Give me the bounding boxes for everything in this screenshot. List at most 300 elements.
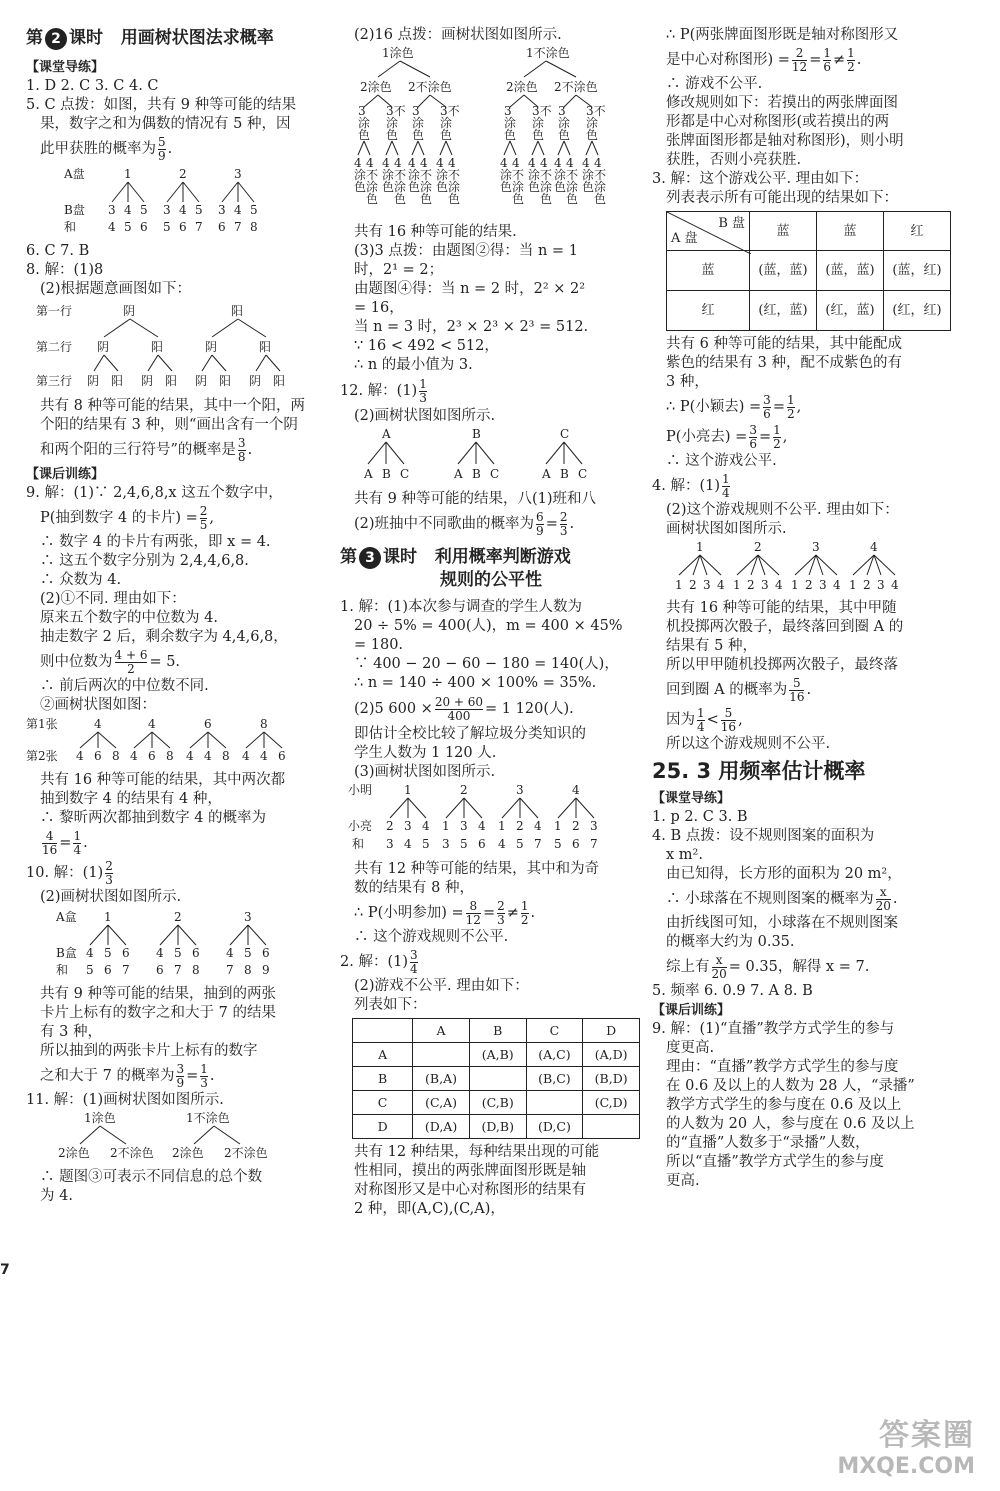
answer-line: (2)根据题意画图如下： bbox=[40, 281, 192, 297]
table-cell: 蓝 bbox=[750, 212, 817, 251]
denominator: 16 bbox=[789, 689, 805, 704]
answer-line: 由题图④得：当 n = 2 时，2² × 2² bbox=[354, 281, 586, 297]
tree-sum: 3 bbox=[442, 837, 450, 851]
denominator: 9 bbox=[158, 148, 166, 163]
tree-node: 阴 bbox=[195, 374, 208, 388]
answer-line: 共有 9 种等可能的结果，抽到的两张 bbox=[40, 986, 276, 1002]
tree-sum: 7 bbox=[534, 837, 542, 851]
answer-text: = 0.35，解得 x = 7. bbox=[728, 959, 870, 975]
answer-text: 此甲获胜的概率为 bbox=[40, 141, 156, 157]
table-cell bbox=[583, 1115, 640, 1139]
fraction bbox=[792, 47, 807, 74]
answer-line: 原来五个数字的中位数为 4. bbox=[40, 610, 218, 626]
tree-node: 3不 bbox=[532, 104, 552, 118]
answer-line: 共有 16 种等可能的结果，其中甲随 bbox=[666, 600, 897, 616]
denominator: 3 bbox=[497, 912, 505, 927]
answer-line: 是中心对称图形) = $\frac{2}{12}$ = $\frac{1}{6}$ ≠ $\frac{1}{2}$ . bbox=[666, 45, 862, 74]
tree-leaf: 3 bbox=[460, 819, 468, 833]
answer-line: ∴ 众数为 4. bbox=[40, 572, 122, 588]
tree-leaf: 色 bbox=[500, 180, 513, 194]
answer-line: 度更高. bbox=[666, 1040, 715, 1056]
table-cell: (A,D) bbox=[583, 1043, 640, 1067]
tree-sum: 7 bbox=[122, 963, 130, 977]
page-number: 7 bbox=[0, 1262, 10, 1278]
tree-leaf: B bbox=[472, 467, 481, 481]
tree-sums bbox=[386, 837, 598, 851]
tree-leaf: 不 bbox=[448, 168, 461, 182]
tree-leaf: B bbox=[382, 467, 391, 481]
tree-leaf: 1 bbox=[554, 819, 562, 833]
numerator: 2 bbox=[199, 503, 208, 518]
tree-leaf: 色 bbox=[394, 192, 407, 206]
tree-sum: 5 bbox=[554, 837, 562, 851]
answer-line bbox=[340, 693, 640, 725]
fraction bbox=[410, 949, 418, 976]
table-cell bbox=[526, 1091, 583, 1115]
tree-sum: 9 bbox=[262, 963, 270, 977]
denominator: 2 bbox=[847, 59, 855, 74]
answer-line: 所以这个游戏规则不公平. bbox=[666, 736, 831, 752]
numerator: 1 bbox=[773, 422, 781, 437]
tree-sum: 8 bbox=[192, 963, 200, 977]
lesson-header bbox=[340, 547, 640, 569]
tree-sum: 6 bbox=[179, 220, 187, 234]
table-cell bbox=[413, 1043, 470, 1067]
tree-leaf: 不 bbox=[540, 168, 553, 182]
tree-node: 2涂色 bbox=[360, 80, 392, 94]
tree-leaf: 不 bbox=[512, 168, 525, 182]
numerator: 5 bbox=[158, 134, 166, 149]
watermark-url: MXQE.COM bbox=[837, 1454, 975, 1479]
denominator: 6 bbox=[763, 406, 771, 421]
tree-leaf: 涂 bbox=[554, 168, 567, 182]
tree-leaf: 不 bbox=[594, 168, 607, 182]
tree-node: 涂 bbox=[358, 116, 371, 130]
answer-line: 教学方式学生的参与度在 0.6 及以上 bbox=[666, 1097, 902, 1113]
tree-node: 涂 bbox=[586, 116, 599, 130]
tree-leaf: 4 bbox=[775, 578, 783, 592]
answer-line: 4. B 点拨：设不规则图案的面积为 bbox=[652, 828, 875, 844]
table-cell: (C,D) bbox=[583, 1091, 640, 1115]
tree-node: 2涂色 bbox=[506, 80, 538, 94]
tree-sum: 5 bbox=[460, 837, 468, 851]
corner-label-a: A 盘 bbox=[671, 231, 698, 246]
fraction bbox=[200, 1063, 208, 1090]
table-row bbox=[353, 1067, 640, 1091]
tree-row-label: 第三行 bbox=[36, 374, 73, 388]
tree-leaf: 6 bbox=[278, 749, 286, 763]
tree-node: 3 bbox=[358, 104, 366, 118]
numerator: 1 bbox=[721, 471, 730, 486]
answer-line: 理由：“直播”教学方式学生的参与度 bbox=[666, 1059, 899, 1075]
tree-row-label: 小明 bbox=[348, 783, 373, 797]
answer-line: 共有 6 种等可能的结果，其中能配成 bbox=[666, 336, 902, 352]
answer-line: 共有 16 种等可能的结果. bbox=[354, 224, 517, 240]
tree-leaf: 4 bbox=[354, 156, 362, 170]
tree-node: 5 bbox=[174, 946, 182, 960]
watermark-logo-text: 答案圈 bbox=[879, 1418, 975, 1453]
fraction bbox=[876, 886, 891, 913]
answer-line: (2)16 点拨：画树状图如图所示. bbox=[354, 27, 562, 43]
tree-label: B盘 bbox=[64, 203, 85, 217]
fraction bbox=[176, 1063, 184, 1090]
tree-node: 3 bbox=[412, 104, 420, 118]
tree-leaf: A bbox=[364, 467, 373, 481]
tree-node: 阴 bbox=[97, 340, 110, 354]
answer-line: 6. C 7. B bbox=[26, 243, 90, 259]
tree-leaf: 1 bbox=[791, 578, 799, 592]
tree-sum: 4 bbox=[498, 837, 506, 851]
tree-node: 阳 bbox=[259, 340, 272, 354]
tree-row-label: 小亮 bbox=[348, 819, 373, 833]
tree-node: 4 bbox=[94, 717, 102, 731]
tree-node: 4 bbox=[870, 540, 878, 554]
fraction bbox=[763, 394, 771, 421]
tree-level-4 bbox=[354, 156, 606, 206]
answer-line: 由已知得，长方形的面积为 20 m²， bbox=[666, 866, 902, 882]
tree-node: 涂 bbox=[412, 116, 425, 130]
tree-leaf: 4 bbox=[566, 156, 574, 170]
tree-sum: 6 bbox=[140, 220, 148, 234]
tree-leaf: 4 bbox=[420, 156, 428, 170]
tree-node: 4 bbox=[179, 203, 187, 217]
numerator: 20 + 60 bbox=[434, 694, 484, 709]
tree-node: 阴 bbox=[123, 304, 136, 318]
fraction bbox=[721, 707, 736, 734]
tree-leaf: 色 bbox=[566, 192, 579, 206]
lesson-title-line2: 规则的公平性 bbox=[440, 570, 542, 590]
tree-node: 涂 bbox=[504, 116, 517, 130]
tree-leaf: 色 bbox=[554, 180, 567, 194]
denominator: 3 bbox=[200, 1075, 208, 1090]
numerator: 1 bbox=[823, 45, 831, 60]
tree-leaf: A bbox=[454, 467, 463, 481]
table-row bbox=[353, 1115, 640, 1139]
answer-line: 因为 $\frac{1}{4}$ < $\frac{5}{16}$ , bbox=[666, 705, 743, 734]
denominator: 8 bbox=[237, 449, 246, 464]
tree-diagram-coloring-16 bbox=[340, 45, 640, 217]
answer-text: 则中位数为 bbox=[40, 654, 113, 670]
tree-leaf: 色 bbox=[540, 192, 553, 206]
denominator: 9 bbox=[176, 1075, 185, 1090]
tree-node: 4 bbox=[572, 783, 580, 797]
table-cell: (B,A) bbox=[413, 1067, 470, 1091]
answer-line: 画树状图如图所示. bbox=[666, 521, 787, 537]
tree-leaf: C bbox=[490, 467, 500, 481]
tree-leaf: 4 bbox=[186, 749, 194, 763]
answer-line: 共有 8 种等可能的结果，其中一个阳，两 bbox=[40, 398, 305, 414]
tree-leaf: 3 bbox=[404, 819, 412, 833]
table-cell: (C,B) bbox=[469, 1091, 526, 1115]
tree-sum: 8 bbox=[250, 220, 258, 234]
answer-line: 抽走数字 2 后，剩余数字为 4,4,6,8， bbox=[40, 629, 288, 645]
tree-levels bbox=[675, 540, 899, 592]
denominator: 2 bbox=[786, 406, 795, 421]
answer-line: ∴ P(小明参加) = $\frac{8}{12}$ = $\frac{2}{3}$ ≠ $\frac{1}{2}$ . bbox=[354, 898, 536, 927]
tree-leaf: 4 bbox=[408, 156, 416, 170]
tree-label: A盒 bbox=[56, 910, 77, 924]
denominator: 2 bbox=[773, 436, 781, 451]
tree-node: 2不涂色 bbox=[408, 80, 452, 94]
answer-line: ∴ P(小颖去) = $\frac{3}{6}$ = $\frac{1}{2}$ , bbox=[666, 392, 802, 421]
tree-leaf: 2 bbox=[747, 578, 755, 592]
numerator: 1 bbox=[73, 828, 82, 843]
numerator: 1 bbox=[419, 376, 427, 391]
answer-line: 8. 解：(1)8 bbox=[26, 262, 104, 278]
denominator: 400 bbox=[447, 708, 471, 723]
tree-leaf: 4 bbox=[512, 156, 520, 170]
denominator: 20 bbox=[711, 966, 727, 981]
numerator: 1 bbox=[786, 392, 795, 407]
tree-sum: 7 bbox=[226, 963, 234, 977]
table-cell: (D,B) bbox=[469, 1115, 526, 1139]
answer-line bbox=[26, 858, 321, 888]
tree-node: 6 bbox=[192, 946, 200, 960]
tree-sum: 5 bbox=[422, 837, 430, 851]
tree-sum: 6 bbox=[156, 963, 164, 977]
tree-sum: 7 bbox=[195, 220, 203, 234]
tree-node: 5 bbox=[195, 203, 203, 217]
answer-text: 因为 bbox=[666, 712, 695, 728]
answer-text: 2. 解：(1) bbox=[340, 954, 408, 970]
tree-sum: 7 bbox=[590, 837, 598, 851]
answer-line: (2)画树状图如图所示. bbox=[40, 889, 182, 905]
table-cell: (A,C) bbox=[526, 1043, 583, 1067]
table-row bbox=[353, 1091, 640, 1115]
denominator: 16 bbox=[42, 842, 58, 857]
lesson-suffix: 课时 bbox=[69, 28, 103, 48]
numerator: x bbox=[876, 886, 891, 900]
tree-leaf: 涂 bbox=[500, 168, 513, 182]
tree-leaf: 4 bbox=[478, 819, 486, 833]
tree-leaf: 色 bbox=[436, 180, 449, 194]
answer-text: = 1 120(人). bbox=[485, 701, 574, 717]
fraction bbox=[787, 394, 795, 421]
tree-node: 2 bbox=[179, 167, 187, 181]
tree-row-label: 和 bbox=[352, 837, 365, 851]
numerator: 2 bbox=[497, 898, 505, 913]
tree-leaf: 4 bbox=[76, 749, 84, 763]
tree-label: 和 bbox=[56, 963, 69, 977]
answer-line: 性相同，摸出的两张牌面图形既是轴 bbox=[354, 1163, 586, 1179]
fraction bbox=[722, 473, 730, 500]
answer-line: 5. 频率 6. 0.9 7. A 8. B bbox=[652, 983, 813, 999]
tree-sum: 7 bbox=[174, 963, 182, 977]
column-2 bbox=[340, 26, 640, 1219]
tree-leaf: 4 bbox=[260, 749, 268, 763]
tree-node: 4 bbox=[124, 203, 132, 217]
answer-line: ∴ 前后两次的中位数不同. bbox=[40, 678, 209, 694]
table-cell: 红 bbox=[667, 291, 750, 331]
answer-text: ∴ P(小颖去) = bbox=[666, 399, 762, 415]
watermark bbox=[837, 1410, 975, 1479]
table-cell bbox=[469, 1067, 526, 1091]
tree-diagram-songs bbox=[340, 426, 635, 484]
answer-line: 3 种， bbox=[666, 374, 709, 390]
fraction bbox=[158, 136, 166, 163]
tree-sum: 7 bbox=[234, 220, 242, 234]
answer-line: (3)3 点拨：由题图②得：当 n = 1 bbox=[354, 243, 578, 259]
answer-line: 20 ÷ 5% = 400(人)，m = 400 × 45% bbox=[354, 618, 623, 634]
tree-node: 2 bbox=[754, 540, 762, 554]
column-1 bbox=[26, 26, 321, 1206]
answer-line: 为 4. bbox=[40, 1188, 73, 1204]
tree-leaf: 涂 bbox=[394, 180, 407, 194]
answer-line: 机投掷两次骰子，最终落回到圈 A 的 bbox=[666, 619, 904, 635]
tree-node: 2 bbox=[460, 783, 468, 797]
table-cell: (B,D) bbox=[583, 1067, 640, 1091]
tree-node: 阴 bbox=[205, 340, 218, 354]
answer-line: 1. 解：(1)本次参与调查的学生人数为 bbox=[340, 599, 582, 615]
tree-leaf: A bbox=[542, 467, 551, 481]
tree-leaf: 4 bbox=[366, 156, 374, 170]
answer-line: ∴ 这五个数字分别为 2,4,4,6,8. bbox=[40, 553, 249, 569]
answer-line: 修改规则如下：若摸出的两张牌面图 bbox=[666, 95, 898, 111]
answer-line: 共有 9 种等可能的结果，八(1)班和八 bbox=[354, 491, 596, 507]
numerator: 5 bbox=[789, 677, 804, 691]
fraction bbox=[73, 830, 81, 857]
numerator: 3 bbox=[749, 422, 757, 437]
tree-leaf: 涂 bbox=[582, 168, 595, 182]
tree-level-3 bbox=[358, 104, 606, 142]
table-cell: D bbox=[353, 1115, 413, 1139]
tree-leaf: 1 bbox=[849, 578, 857, 592]
fraction bbox=[847, 47, 855, 74]
tree-node: 色 bbox=[440, 128, 453, 142]
answer-line: 张牌面图形都是轴对称图形)，则小明 bbox=[666, 133, 904, 149]
tree-leaf: 2 bbox=[516, 819, 524, 833]
answer-line: 11. 解：(1)画树状图如图所示. bbox=[26, 1092, 224, 1108]
tree-leaf: 4 bbox=[554, 156, 562, 170]
denominator: 3 bbox=[419, 390, 427, 405]
table-header-row bbox=[667, 212, 951, 251]
tree-label: 和 bbox=[64, 220, 77, 234]
numerator: x bbox=[712, 954, 727, 968]
answer-line: 的人数为 20 人，参与度在 0.6 及以上 bbox=[666, 1116, 915, 1132]
tree-node: 3不 bbox=[586, 104, 606, 118]
fraction bbox=[536, 511, 544, 538]
lesson-prefix: 第 bbox=[340, 547, 357, 567]
tree-node: 2不涂色 bbox=[554, 80, 598, 94]
tree-node: 6 bbox=[262, 946, 270, 960]
tree-sum: 3 bbox=[386, 837, 394, 851]
tree-node: 色 bbox=[504, 128, 517, 142]
answer-line: 1. p 2. C 3. B bbox=[652, 809, 748, 825]
tree-node: 色 bbox=[532, 128, 545, 142]
tree-leaf: 3 bbox=[819, 578, 827, 592]
tree-node: 5 bbox=[244, 946, 252, 960]
answer-line: 时，2¹ = 2； bbox=[354, 262, 444, 278]
table-cell: (D,C) bbox=[526, 1115, 583, 1139]
lesson-number-badge: 3 bbox=[359, 547, 381, 569]
numerator: 3 bbox=[409, 947, 418, 962]
numerator: 2 bbox=[559, 509, 568, 524]
denominator: 2 bbox=[127, 661, 135, 676]
tree-node: 1涂色 bbox=[382, 46, 414, 60]
tree-leaf: 2 bbox=[386, 819, 394, 833]
answer-line: 9. 解：(1)“直播”教学方式学生的参与 bbox=[652, 1021, 895, 1037]
tree-leaf: 1 bbox=[498, 819, 506, 833]
answer-line: 的“直播”人数多于“录播”人数， bbox=[666, 1135, 870, 1151]
tree-node: C bbox=[560, 427, 570, 441]
tree-node: 4 bbox=[156, 946, 164, 960]
answer-line: 所以抽到的两张卡片上标有的数字 bbox=[40, 1043, 258, 1059]
tree-leaf: 2涂色 bbox=[172, 1146, 204, 1160]
tree-sum: 5 bbox=[86, 963, 94, 977]
answer-line: 共有 12 种结果，每种结果出现的可能 bbox=[354, 1144, 600, 1160]
tree-leaf: 1 bbox=[733, 578, 741, 592]
table-cell: (A,B) bbox=[469, 1043, 526, 1067]
denominator: 9 bbox=[536, 523, 544, 538]
tree-leaf: 4 bbox=[540, 156, 548, 170]
table-cell: (D,A) bbox=[413, 1115, 470, 1139]
tree-leaf: 4 bbox=[130, 749, 138, 763]
tree-sum: 5 bbox=[516, 837, 524, 851]
answer-text: P(小亮去) = bbox=[666, 429, 748, 445]
tree-leaf: 4 bbox=[528, 156, 536, 170]
answer-line: 回到圈 A 的概率为 $\frac{5}{16}$ . bbox=[666, 675, 812, 704]
tree-node: 6 bbox=[122, 946, 130, 960]
lesson-suffix: 课时 bbox=[383, 547, 417, 567]
tree-leaf: 涂 bbox=[528, 168, 541, 182]
fraction bbox=[105, 860, 113, 887]
answer-line: = 180. bbox=[354, 637, 404, 653]
answer-line: ②画树状图如图： bbox=[40, 697, 156, 713]
table-cell bbox=[353, 1019, 413, 1043]
answer-line bbox=[652, 952, 974, 982]
tree-diagram-game bbox=[340, 782, 640, 854]
table-cell: (红，蓝) bbox=[750, 291, 817, 331]
tree-leaf: 4 bbox=[448, 156, 456, 170]
answer-line: = 16， bbox=[354, 300, 404, 316]
fraction bbox=[435, 696, 483, 723]
answer-line: (2)班抽中不同歌曲的概率为 $\frac{6}{9}$ = $\frac{2}{3}$ . bbox=[354, 509, 575, 538]
tree-node: 3不 bbox=[386, 104, 406, 118]
lesson-header bbox=[26, 28, 321, 50]
numerator: 5 bbox=[721, 707, 736, 721]
tree-leaf: 不 bbox=[366, 168, 379, 182]
answer-text: 回到圈 A 的概率为 bbox=[666, 682, 788, 698]
tree-leaf: 涂 bbox=[366, 180, 379, 194]
answer-line: ∴ 题图③可表示不同信息的总个数 bbox=[40, 1169, 263, 1185]
tree-leaf: 4 bbox=[833, 578, 841, 592]
card-table bbox=[352, 1018, 640, 1139]
tree-leaf: 色 bbox=[528, 180, 541, 194]
tree-leaf: C bbox=[578, 467, 588, 481]
denominator: 20 bbox=[875, 898, 891, 913]
tree-leaf: 不 bbox=[420, 168, 433, 182]
table-cell: B bbox=[353, 1067, 413, 1091]
answer-text: 和两个阳的三行符号”的概率是 bbox=[40, 442, 236, 458]
denominator: 6 bbox=[749, 436, 757, 451]
answer-line: 5. C 点拨：如图，共有 9 种等可能的结果 bbox=[26, 97, 297, 113]
table-cell: (蓝，红) bbox=[884, 251, 951, 291]
tree-diagram-sum bbox=[26, 164, 316, 236]
answer-text: P(抽到数字 4 的卡片) = bbox=[40, 510, 198, 526]
lesson-title: 用画树状图法求概率 bbox=[120, 28, 274, 48]
tree-node: 8 bbox=[260, 717, 268, 731]
tree-leaf: 4 bbox=[891, 578, 899, 592]
fraction bbox=[749, 424, 757, 451]
tree-node: 色 bbox=[586, 128, 599, 142]
tree-node: 2 bbox=[174, 910, 182, 924]
tree-node: 3 bbox=[516, 783, 524, 797]
tree-leaf: 2不涂色 bbox=[224, 1146, 268, 1160]
table-cell: A bbox=[413, 1019, 470, 1043]
tree-node: 5 bbox=[250, 203, 258, 217]
tree-node: 4 bbox=[86, 946, 94, 960]
tree-leaf: 4 bbox=[582, 156, 590, 170]
